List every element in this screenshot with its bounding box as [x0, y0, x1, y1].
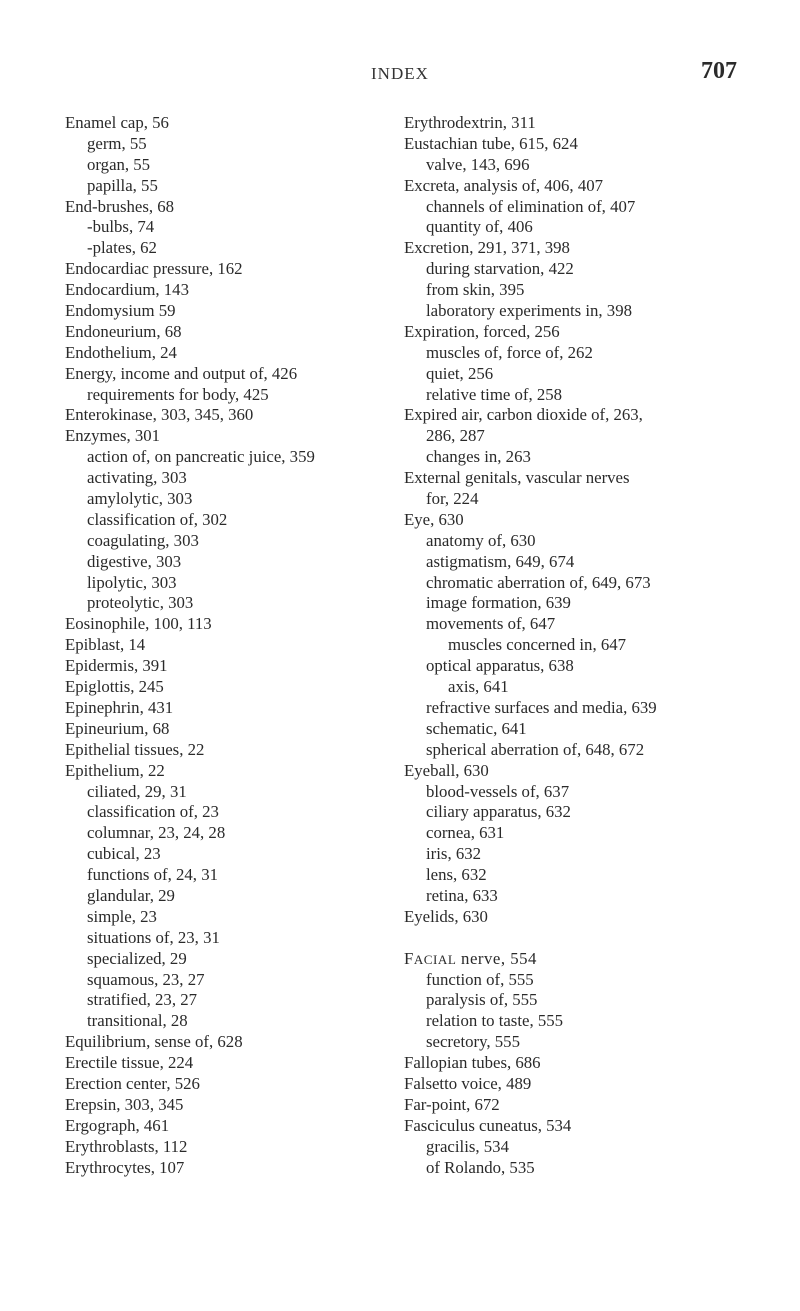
- index-subentry: functions of, 24, 31: [87, 865, 218, 885]
- index-subentry: transitional, 28: [87, 1011, 188, 1031]
- index-entry: Excretion, 291, 371, 398: [404, 238, 570, 258]
- index-entry: Eyelids, 630: [404, 906, 488, 926]
- index-subentry: image formation, 639: [426, 593, 571, 613]
- index-entry: Enzymes, 301: [65, 426, 161, 446]
- index-entry: Endocardiac pressure, 162: [65, 259, 243, 279]
- index-subentry: relation to taste, 555: [426, 1011, 564, 1031]
- index-subentry: optical apparatus, 638: [426, 656, 574, 676]
- index-entry: Far-point, 672: [404, 1094, 500, 1114]
- index-entry: Endothelium, 24: [65, 342, 177, 362]
- index-subentry: ciliated, 29, 31: [87, 781, 187, 801]
- index-entry: Expiration, forced, 256: [404, 321, 560, 341]
- index-subentry: 286, 287: [426, 426, 485, 446]
- index-subentry: paralysis of, 555: [426, 990, 538, 1010]
- page-number: 707: [701, 58, 737, 84]
- index-subentry: squamous, 23, 27: [87, 969, 205, 989]
- index-entry: Erythrodextrin, 311: [404, 113, 536, 132]
- index-subentry: quiet, 256: [426, 363, 494, 383]
- index-subentry: proteolytic, 303: [87, 593, 194, 613]
- index-subentry: schematic, 641: [426, 718, 527, 738]
- index-entry: Epineurium, 68: [65, 718, 170, 738]
- index-entry: Eosinophile, 100, 113: [65, 614, 212, 634]
- index-entry: Epiblast, 14: [65, 635, 146, 655]
- running-header: INDEX: [371, 64, 429, 83]
- index-subentry: glandular, 29: [87, 885, 175, 905]
- index-entry: Erectile tissue, 224: [65, 1053, 194, 1073]
- index-entry: Fasciculus cuneatus, 534: [404, 1115, 572, 1135]
- index-subentry: columnar, 23, 24, 28: [87, 823, 226, 843]
- index-subentry: gracilis, 534: [426, 1136, 509, 1156]
- index-subentry: classification of, 302: [87, 509, 228, 529]
- index-entry: FACIAL nerve, 554: [404, 948, 537, 968]
- index-subentry: situations of, 23, 31: [87, 927, 220, 947]
- index-subentry: of Rolando, 535: [426, 1157, 535, 1177]
- index-subentry: refractive surfaces and media, 639: [426, 697, 657, 717]
- index-subentry: anatomy of, 630: [426, 530, 536, 550]
- index-subentry: organ, 55: [87, 154, 151, 174]
- index-subentry: stratified, 23, 27: [87, 990, 197, 1010]
- index-subentry: cubical, 23: [87, 844, 161, 864]
- index-subentry: relative time of, 258: [426, 384, 563, 404]
- index-subentry: spherical aberration of, 648, 672: [426, 739, 645, 759]
- index-entry: Endocardium, 143: [65, 280, 189, 300]
- index-subentry: simple, 23: [87, 906, 157, 926]
- index-subentry: channels of elimination of, 407: [426, 196, 636, 216]
- index-subentry: papilla, 55: [87, 175, 158, 195]
- index-subentry: from skin, 395: [426, 280, 525, 300]
- index-entry: Eyeball, 630: [404, 760, 489, 780]
- index-subentry: -plates, 62: [87, 238, 157, 258]
- index-subentry: quantity of, 406: [426, 217, 533, 237]
- index-subentry: during starvation, 422: [426, 259, 574, 279]
- index-entry: Ergograph, 461: [65, 1115, 170, 1135]
- index-subentry: classification of, 23: [87, 802, 219, 822]
- index-entry: Enterokinase, 303, 345, 360: [65, 405, 254, 425]
- index-entry: Epithelium, 22: [65, 760, 165, 780]
- index-entry: Erythrocytes, 107: [65, 1157, 185, 1177]
- index-entry: Erepsin, 303, 345: [65, 1094, 184, 1114]
- index-subentry: ciliary apparatus, 632: [426, 802, 571, 822]
- index-subentry: activating, 303: [87, 468, 187, 488]
- index-subentry: requirements for body, 425: [87, 384, 269, 404]
- index-entry: Eye, 630: [404, 509, 464, 529]
- index-column-left: [65, 113, 395, 1178]
- index-entry: Enamel cap, 56: [65, 113, 169, 132]
- index-entry: Erythroblasts, 112: [65, 1136, 188, 1156]
- index-subentry: specialized, 29: [87, 948, 187, 968]
- index-subentry: coagulating, 303: [87, 530, 199, 550]
- index-subentry: muscles concerned in, 647: [448, 635, 627, 655]
- index-subentry: astigmatism, 649, 674: [426, 551, 575, 571]
- index-subentry: laboratory experiments in, 398: [426, 301, 632, 321]
- index-subentry: germ, 55: [87, 133, 147, 153]
- section-gap: [404, 928, 764, 949]
- index-subentry: function of, 555: [426, 969, 534, 989]
- index-entry: Epiglottis, 245: [65, 677, 164, 697]
- index-subentry: cornea, 631: [426, 823, 505, 843]
- index-entry: End-brushes, 68: [65, 196, 175, 216]
- index-subentry: lens, 632: [426, 865, 487, 885]
- index-subentry: digestive, 303: [87, 551, 182, 571]
- index-subentry: blood-vessels of, 637: [426, 781, 570, 801]
- index-entry: External genitals, vascular nerves: [404, 468, 630, 488]
- index-subentry: action of, on pancreatic juice, 359: [87, 447, 315, 467]
- index-subentry: chromatic aberration of, 649, 673: [426, 572, 651, 592]
- index-entry: Energy, income and output of, 426: [65, 363, 298, 383]
- index-entry: Expired air, carbon dioxide of, 263,: [404, 405, 643, 425]
- index-entry: Endoneurium, 68: [65, 321, 182, 341]
- index-entry: Falsetto voice, 489: [404, 1073, 532, 1093]
- index-column-right: [404, 113, 764, 1178]
- index-subentry: retina, 633: [426, 885, 498, 905]
- index-subentry: secretory, 555: [426, 1032, 520, 1052]
- index-subentry: amylolytic, 303: [87, 489, 193, 509]
- index-entry: Excreta, analysis of, 406, 407: [404, 175, 603, 195]
- index-subentry: lipolytic, 303: [87, 572, 177, 592]
- index-subentry: iris, 632: [426, 844, 482, 864]
- index-entry: Fallopian tubes, 686: [404, 1053, 541, 1073]
- index-entry: Endomysium 59: [65, 301, 176, 321]
- index-subentry: muscles of, force of, 262: [426, 342, 593, 362]
- index-subentry: axis, 641: [448, 677, 509, 697]
- index-entry: Epithelial tissues, 22: [65, 739, 205, 759]
- index-entry: Erection center, 526: [65, 1073, 200, 1093]
- index-subentry: changes in, 263: [426, 447, 531, 467]
- index-subentry: -bulbs, 74: [87, 217, 155, 237]
- index-entry: Equilibrium, sense of, 628: [65, 1032, 243, 1052]
- index-subentry: valve, 143, 696: [426, 154, 530, 174]
- index-entry: Epidermis, 391: [65, 656, 168, 676]
- index-subentry: for, 224: [426, 489, 479, 509]
- index-entry: Epinephrin, 431: [65, 697, 174, 717]
- index-entry: Eustachian tube, 615, 624: [404, 133, 578, 153]
- index-subentry: movements of, 647: [426, 614, 556, 634]
